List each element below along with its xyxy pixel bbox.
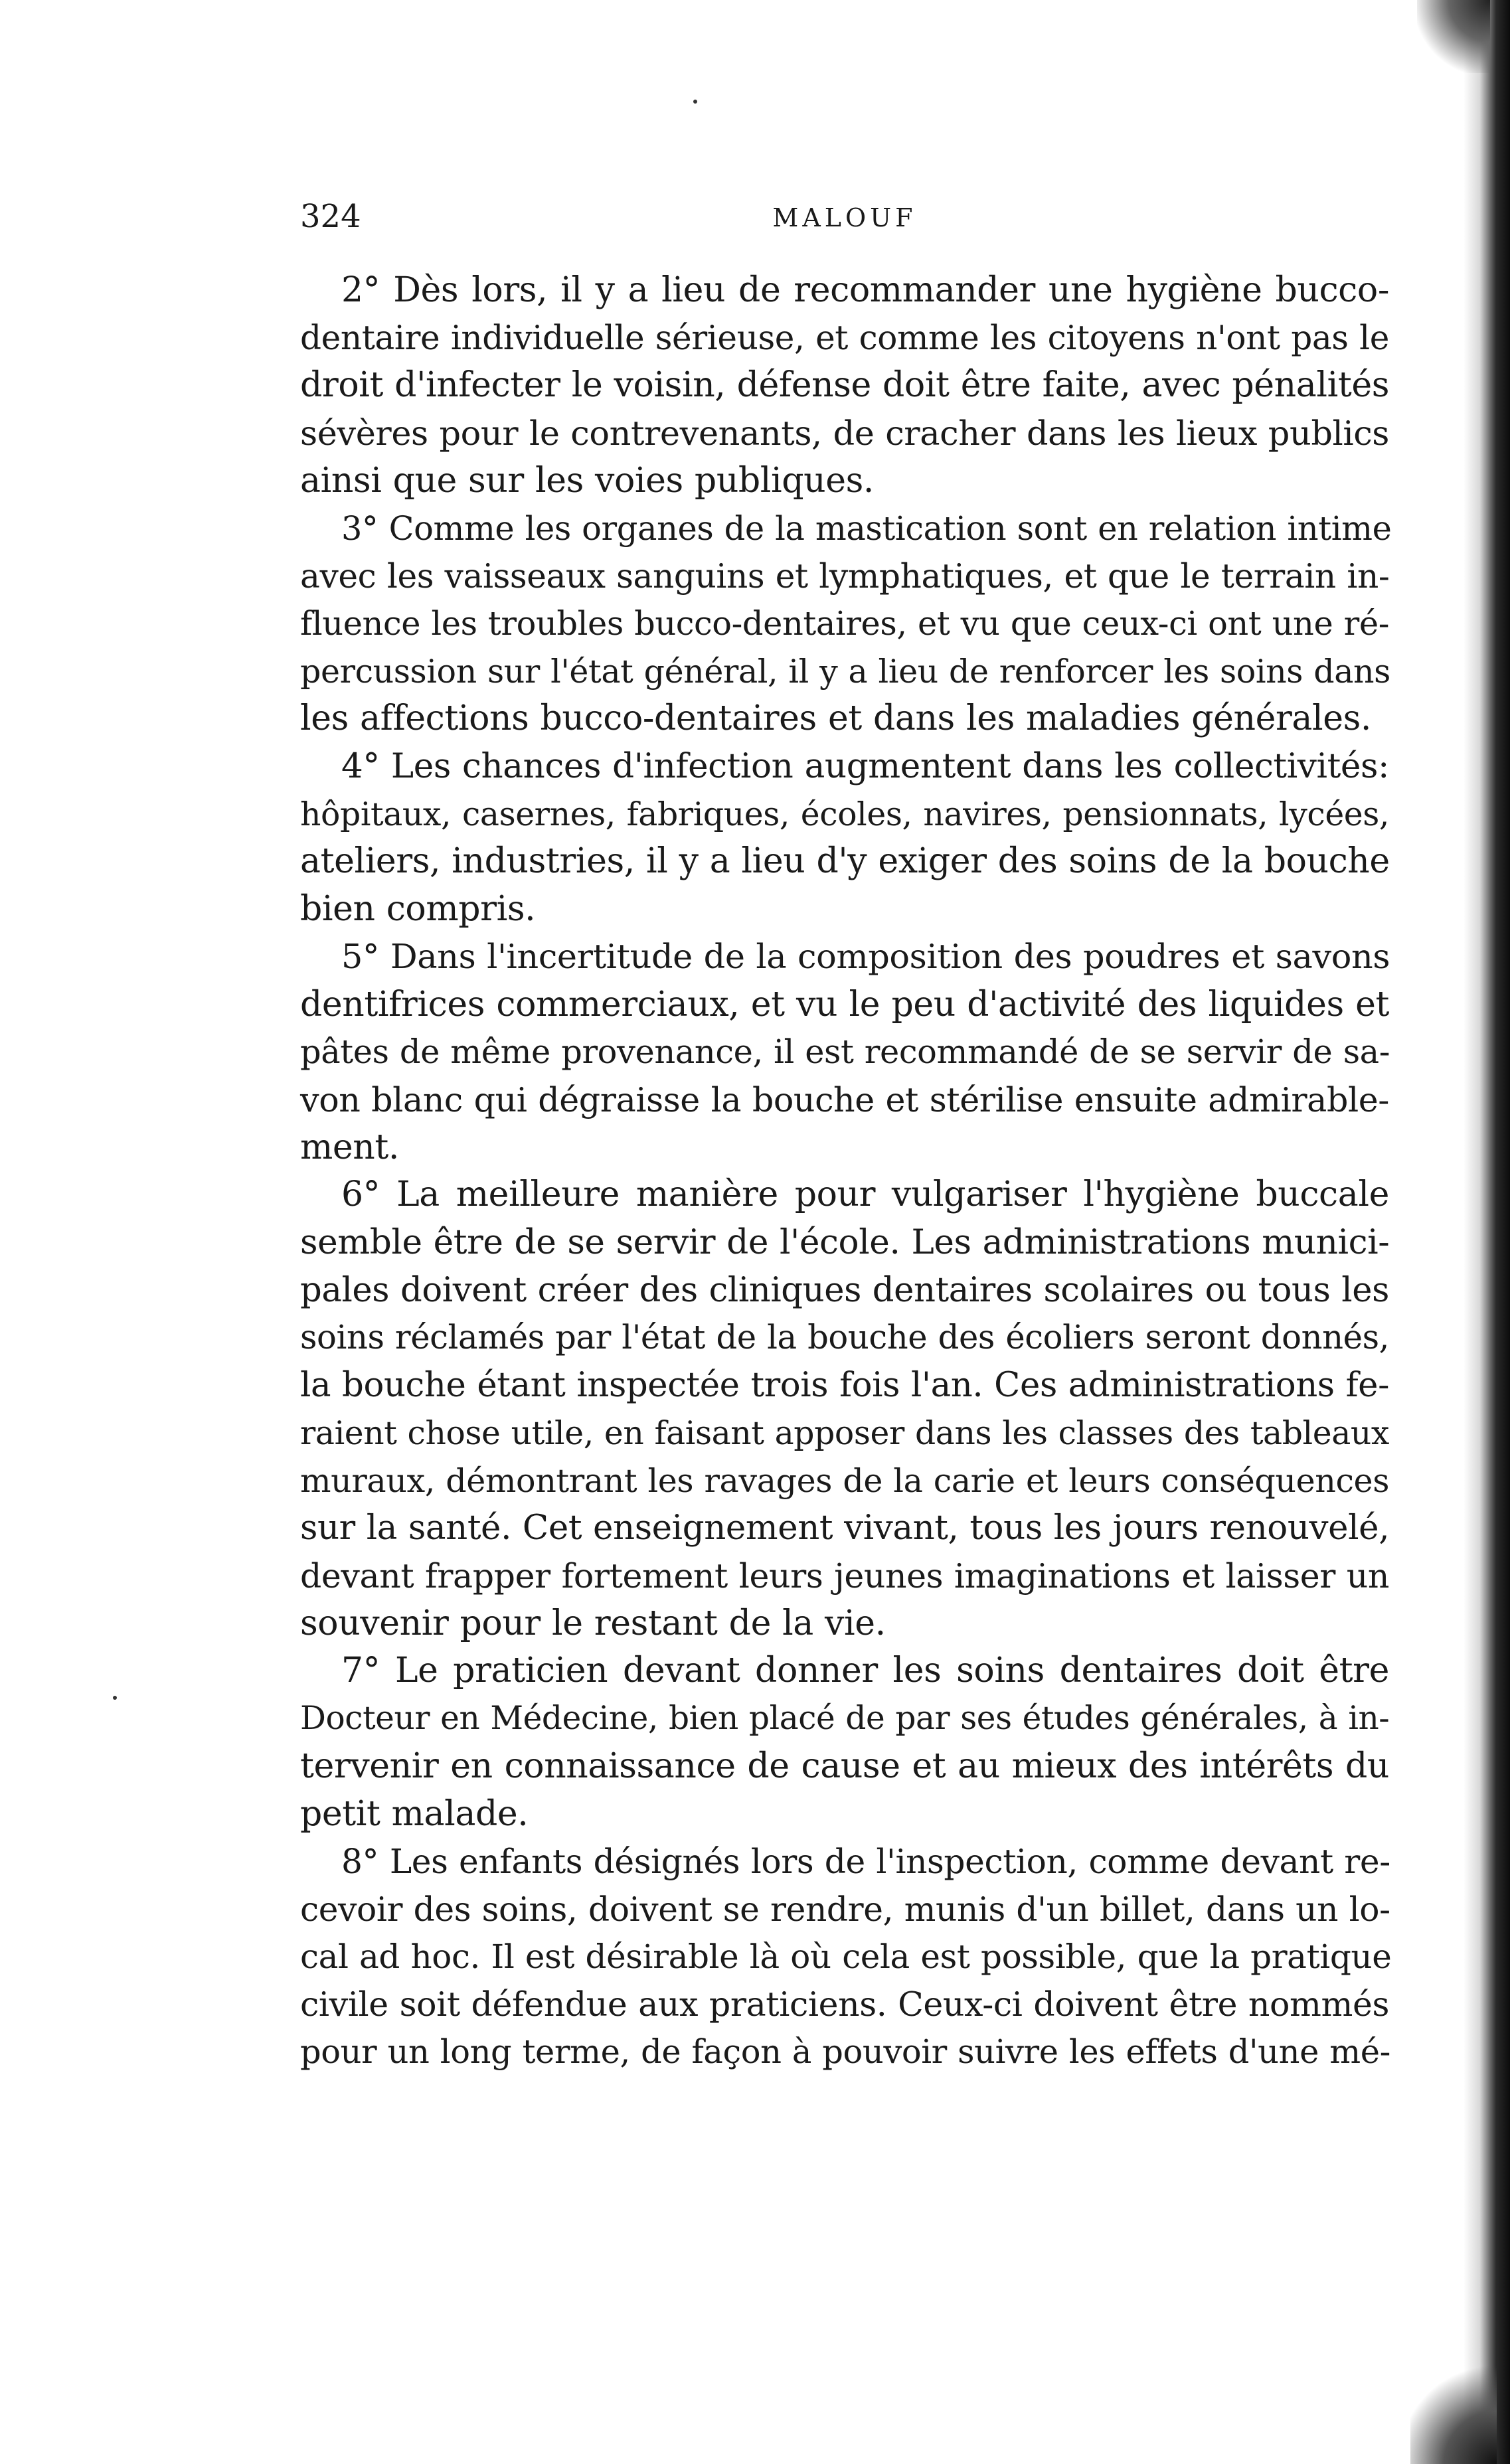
text-line: cal ad hoc. Il est désirable là où cela est possible, que la pratique	[300, 1937, 1392, 1976]
text-line: souvenir pour le restant de la vie.	[300, 1603, 886, 1643]
text-line: ment.	[300, 1127, 399, 1167]
text-line: Docteur en Médecine, bien placé de par ses études générales, à in-	[300, 1700, 1390, 1738]
text-line: 7° Le praticien devant donner les soins dentaires doit être	[341, 1651, 1389, 1691]
text-line: fluence les troubles bucco-dentaires, et vu que ceux-ci ont une ré-	[300, 604, 1389, 643]
text-line: droit d'infecter le voisin, défense doit être faite, avec pénalités	[300, 365, 1389, 406]
text-line: 2° Dès lors, il y a lieu de recommander une hygiène bucco-	[341, 270, 1389, 310]
text-line: percussion sur l'état général, il y a lieu de renforcer les soins dans	[300, 652, 1390, 691]
paragraph	[300, 505, 1392, 744]
text-line: 4° Les chances d'infection augmentent dans les collectivités:	[341, 746, 1389, 787]
paragraph	[300, 1838, 1392, 2076]
text-line: von blanc qui dégraisse la bouche et stérilise ensuite admirable-	[300, 1080, 1389, 1119]
text-line: 8° Les enfants désignés lors de l'inspection, comme devant re-	[341, 1842, 1390, 1882]
text-line: tervenir en connaissance de cause et au mieux des intérêts du	[300, 1746, 1389, 1786]
speck	[693, 100, 697, 104]
text-line: dentaire individuelle sérieuse, et comme les citoyens n'ont pas le	[300, 318, 1389, 357]
text-line: ateliers, industries, il y a lieu d'y exiger des soins de la bouche	[300, 841, 1390, 882]
running-head: MALOUF	[772, 203, 917, 232]
text-line: devant frapper fortement leurs jeunes imaginations et laisser un	[300, 1556, 1389, 1596]
text-line: 5° Dans l'incertitude de la composition des poudres et savons	[341, 937, 1390, 977]
text-line: raient chose utile, en faisant apposer dans les classes des tableaux	[300, 1414, 1389, 1452]
text-line: petit malade.	[300, 1793, 529, 1834]
paragraph	[300, 267, 1389, 505]
text-line: soins réclamés par l'état de la bouche des écoliers seront donnés,	[300, 1318, 1389, 1357]
text-line: pales doivent créer des cliniques dentaires scolaires ou tous les	[300, 1270, 1389, 1310]
page-binding-edge	[1464, 0, 1510, 2464]
paragraph	[300, 934, 1389, 1172]
speck	[113, 1696, 117, 1700]
text-line: muraux, démontrant les ravages de la carie et leurs conséquences	[300, 1461, 1389, 1500]
text-line: dentifrices commerciaux, et vu le peu d'activité des liquides et	[300, 984, 1389, 1025]
text-line: sévères pour le contrevenants, de cracher dans les lieux publics	[300, 414, 1389, 453]
page-number: 324	[300, 198, 361, 235]
text-line: pâtes de même provenance, il est recommandé de se servir de sa-	[300, 1032, 1390, 1072]
page-corner-shadow-top	[1417, 0, 1490, 73]
text-line: ainsi que sur les voies publiques.	[300, 460, 875, 501]
text-line: 3° Comme les organes de la mastication sont en relation intime	[341, 509, 1392, 548]
text-line: les affections bucco-dentaires et dans les maladies générales.	[300, 698, 1372, 739]
text-line: avec les vaisseaux sanguins et lymphatiques, et que le terrain in-	[300, 556, 1390, 596]
page-header	[300, 197, 1389, 236]
text-line: semble être de se servir de l'école. Les administrations munici-	[300, 1222, 1390, 1263]
text-line: bien compris.	[300, 889, 536, 930]
text-line: 6° La meilleure manière pour vulgariser l'hygiène buccale	[341, 1175, 1389, 1215]
text-line: sur la santé. Cet enseignement vivant, tous les jours renouvelé,	[300, 1508, 1390, 1548]
text-line: la bouche étant inspectée trois fois l'an. Ces administrations fe-	[300, 1365, 1390, 1406]
text-line: civile soit défendue aux praticiens. Ceux-ci doivent être nommés	[300, 1985, 1389, 2024]
paragraph	[300, 743, 1389, 934]
text-line: cevoir des soins, doivent se rendre, munis d'un billet, dans un lo-	[300, 1889, 1390, 1929]
body-text	[300, 267, 1392, 2076]
text-line: pour un long terme, de façon à pouvoir suivre les effets d'une mé-	[300, 2032, 1390, 2072]
page-corner-shadow-bottom	[1410, 2364, 1497, 2464]
text-line: hôpitaux, casernes, fabriques, écoles, navires, pensionnats, lycées,	[300, 795, 1389, 833]
paragraph	[300, 1171, 1389, 1647]
paragraph	[300, 1647, 1389, 1838]
